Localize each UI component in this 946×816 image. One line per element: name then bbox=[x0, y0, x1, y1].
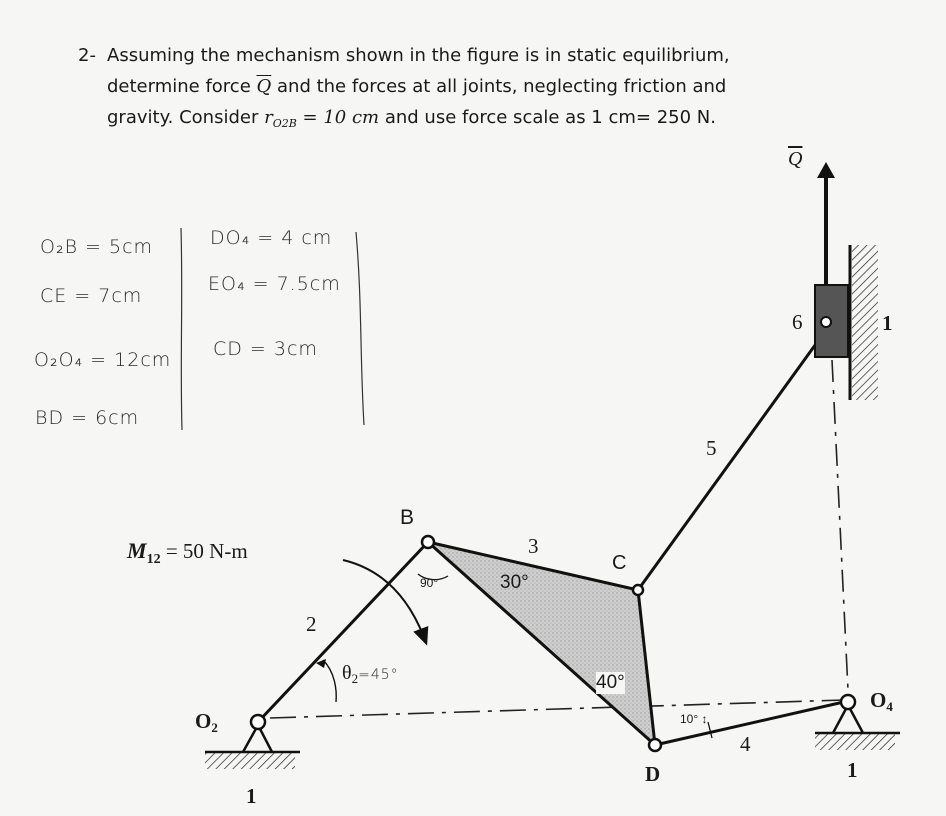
point-b-label: B bbox=[400, 506, 415, 529]
joint-b[interactable] bbox=[422, 536, 434, 548]
note-cd: CD = 3cm bbox=[213, 338, 318, 360]
problem-line-1: Assuming the mechanism shown in the figure is in static equilibrium, bbox=[107, 45, 730, 66]
link-3-label: 3 bbox=[528, 534, 539, 558]
force-q-arrowhead bbox=[817, 162, 835, 178]
link-2-label: 2 bbox=[306, 612, 317, 636]
link-6-label: 6 bbox=[792, 310, 803, 334]
joint-c[interactable] bbox=[633, 585, 643, 595]
angle-10-tick bbox=[708, 722, 712, 738]
joint-d[interactable] bbox=[649, 739, 661, 751]
note-divider-left bbox=[181, 228, 182, 430]
link-1-label-right: 1 bbox=[847, 758, 858, 782]
note-o2b: O₂B = 5cm bbox=[40, 236, 154, 258]
link-2 bbox=[258, 542, 428, 722]
joint-o4[interactable] bbox=[841, 695, 855, 709]
note-do4: DO₄ = 4 cm bbox=[210, 227, 333, 249]
moment-label: $M_{12} = 50$ N-m bbox=[127, 538, 248, 567]
note-bd: BD = 6cm bbox=[35, 407, 140, 429]
link-5 bbox=[638, 330, 826, 590]
note-eo4: EO₄ = 7.5cm bbox=[208, 273, 341, 295]
point-o4-label: O4 bbox=[870, 688, 893, 714]
problem-number: 2- bbox=[78, 45, 96, 66]
point-o2-label: O2 bbox=[195, 709, 218, 735]
point-d-label: D bbox=[645, 762, 661, 786]
note-ce: CE = 7cm bbox=[40, 285, 143, 307]
ground-line bbox=[270, 700, 845, 718]
link-1-label-wall: 1 bbox=[882, 311, 893, 335]
angle-30-label: 30° bbox=[500, 572, 529, 593]
force-q-symbol: $\overline{Q}$ bbox=[256, 76, 272, 97]
point-c-label: C bbox=[612, 552, 627, 574]
right-angle-label: 90° bbox=[420, 576, 439, 590]
problem-line-2: determine force $\overline{Q}$ and the forces at all joints, neglecting friction and bbox=[107, 76, 727, 97]
ground-o2 bbox=[205, 725, 300, 769]
theta-2-label: $\theta_2=45^\circ$ bbox=[342, 662, 399, 686]
link-4-label: 4 bbox=[740, 732, 751, 756]
link-1-label-left: 1 bbox=[246, 784, 257, 808]
link-5-label: 5 bbox=[706, 436, 717, 460]
r-o2b-value: = 10 cm bbox=[296, 107, 380, 128]
slider-wall bbox=[850, 245, 878, 400]
force-q-label: $\overline{Q}$ bbox=[788, 148, 803, 170]
note-o2o4: O₂O₄ = 12cm bbox=[34, 349, 172, 371]
joint-o2[interactable] bbox=[251, 715, 265, 729]
moment-arrow bbox=[343, 560, 425, 640]
angle-10-label: 10° ↕ bbox=[680, 712, 708, 726]
problem-line-3: gravity. Consider $r_{O2B} = 10$ cm and use force scale as 1 cm= 250 N. bbox=[107, 107, 716, 130]
joint-e[interactable] bbox=[821, 317, 831, 327]
theta-arc bbox=[323, 660, 336, 702]
note-divider-right bbox=[356, 232, 364, 425]
slider-guide-line bbox=[832, 360, 848, 690]
angle-40-label: 40° bbox=[596, 672, 625, 693]
